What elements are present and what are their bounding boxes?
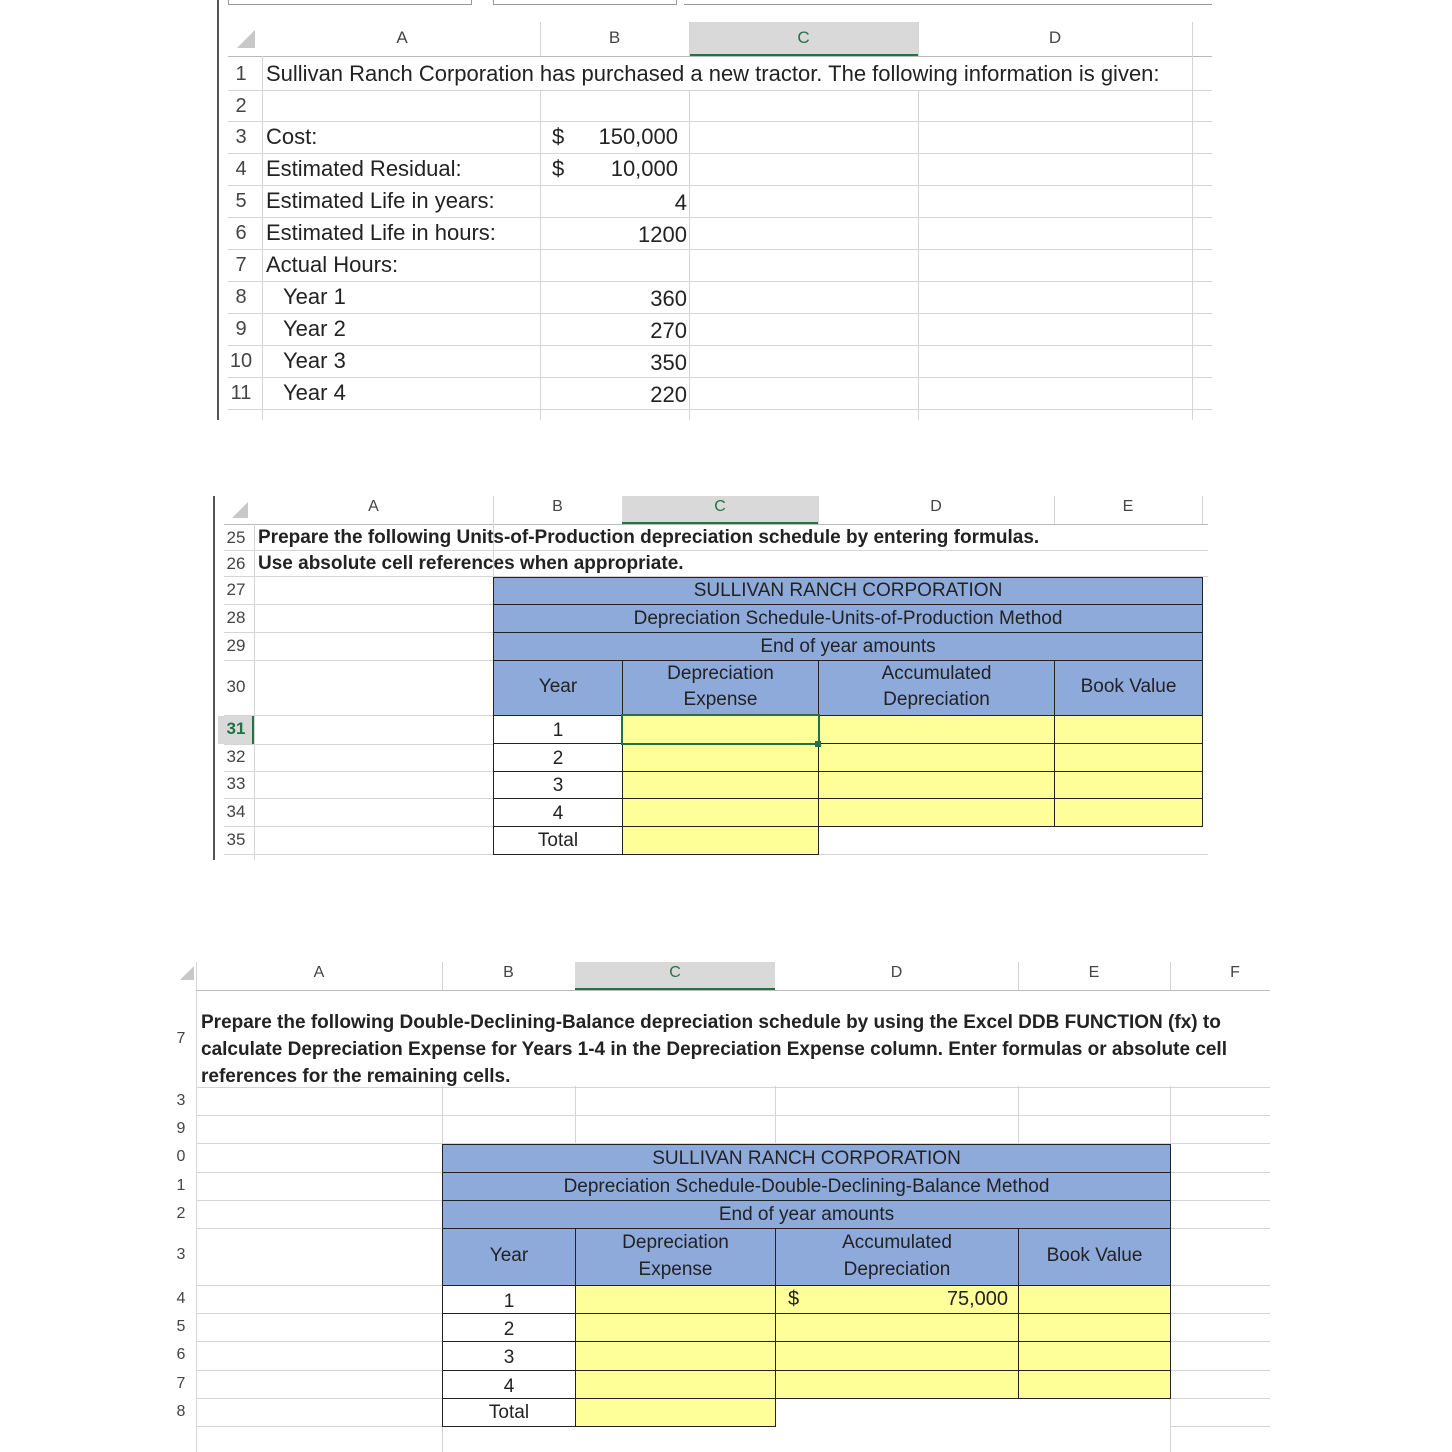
select-all-corner[interactable] xyxy=(180,966,194,980)
top-remnant-box xyxy=(684,0,1212,5)
year-cell[interactable]: 3 xyxy=(493,771,623,799)
cost-value[interactable]: 150,000 xyxy=(598,124,678,149)
row-number[interactable]: 29 xyxy=(226,636,246,655)
col-header-accum-dep[interactable]: Accumulated Depreciation xyxy=(775,1228,1019,1286)
instruction-paragraph[interactable]: Prepare the following Double-Declining-Balance depreciation schedule by using the Excel DDB FUNCTION (fx) to calculate Depreciation Expense for Years 1-4 in the Depreciation Expense column. Enter formulas or absolute cell references for the remaining cells. xyxy=(201,1012,1227,1087)
table-title-header[interactable]: Depreciation Schedule-Double-Declining-Balance Method xyxy=(442,1172,1171,1201)
row-number[interactable]: 27 xyxy=(226,580,246,599)
row-number[interactable]: 6 xyxy=(176,1346,186,1363)
book-value-cell[interactable] xyxy=(1054,771,1203,799)
row-number[interactable]: 3 xyxy=(176,1092,186,1109)
row-number[interactable]: 9 xyxy=(176,1120,186,1137)
life-hours-label[interactable]: Estimated Life in hours: xyxy=(266,220,496,245)
book-value-cell[interactable] xyxy=(1018,1285,1171,1314)
instruction-line[interactable]: Use absolute cell references when appropriate. xyxy=(258,553,684,574)
row-number[interactable]: 4 xyxy=(235,158,247,180)
year-hours[interactable]: 350 xyxy=(650,350,687,375)
column-header-a[interactable]: A xyxy=(396,28,408,47)
col-header-year[interactable]: Year xyxy=(442,1228,576,1286)
row-number[interactable]: 7 xyxy=(176,1030,186,1047)
year-cell[interactable]: 2 xyxy=(493,743,623,772)
dep-expense-total-cell[interactable] xyxy=(622,826,819,855)
row-number[interactable]: 3 xyxy=(235,126,247,148)
col-header-dep-expense[interactable]: Depreciation Expense xyxy=(622,660,819,716)
top-remnant-box xyxy=(493,0,677,5)
dep-expense-cell[interactable] xyxy=(622,798,819,827)
row-number[interactable]: 31 xyxy=(226,719,246,738)
year-cell[interactable]: 1 xyxy=(493,715,623,744)
column-header-b[interactable]: B xyxy=(503,964,514,981)
select-all-corner[interactable] xyxy=(237,30,255,48)
row-number[interactable]: 9 xyxy=(235,318,247,340)
year-cell[interactable]: 2 xyxy=(442,1313,576,1342)
life-years-label[interactable]: Estimated Life in years: xyxy=(266,188,495,213)
life-years-value[interactable]: 4 xyxy=(674,190,687,215)
year-cell[interactable]: 4 xyxy=(442,1370,576,1399)
cost-currency: $ xyxy=(552,124,565,149)
row-number[interactable]: 4 xyxy=(176,1290,186,1307)
book-value-cell[interactable] xyxy=(1018,1313,1171,1342)
col-header-dep-expense[interactable]: Depreciation Expense xyxy=(575,1228,776,1286)
col-header-book-value[interactable]: Book Value xyxy=(1018,1228,1171,1286)
row-number[interactable]: 6 xyxy=(235,222,247,244)
year-label[interactable]: Year 4 xyxy=(283,380,346,405)
row-number[interactable]: 7 xyxy=(235,254,247,276)
accum-dep-value[interactable]: 75,000 xyxy=(946,1288,1008,1310)
column-header-a[interactable]: A xyxy=(313,964,325,981)
sheet-left-border xyxy=(213,496,215,860)
col-header-year[interactable]: Year xyxy=(493,660,623,716)
row-number[interactable]: 1 xyxy=(235,63,247,85)
year-hours[interactable]: 220 xyxy=(650,382,687,407)
instruction-line[interactable]: Prepare the following Units-of-Production depreciation schedule by entering formulas. xyxy=(258,527,1040,548)
row-number[interactable]: 5 xyxy=(235,190,247,212)
row-number[interactable]: 3 xyxy=(176,1246,186,1263)
top-remnant-box xyxy=(228,0,472,5)
table-company-header[interactable]: SULLIVAN RANCH CORPORATION xyxy=(493,577,1203,605)
column-header-b[interactable]: B xyxy=(552,498,563,515)
table-title-header[interactable]: Depreciation Schedule-Units-of-Production Method xyxy=(493,604,1203,633)
column-header-e[interactable]: E xyxy=(1088,964,1100,981)
dep-expense-cell[interactable] xyxy=(575,1285,776,1314)
active-cell-selection[interactable] xyxy=(621,714,820,745)
fill-handle[interactable] xyxy=(815,741,821,747)
row-number[interactable]: 2 xyxy=(235,95,247,117)
year-cell[interactable]: 3 xyxy=(442,1341,576,1371)
row-number[interactable]: 34 xyxy=(226,802,246,821)
row-number[interactable]: 8 xyxy=(176,1403,186,1420)
row-number[interactable]: 0 xyxy=(176,1148,186,1165)
accum-dep-cell[interactable] xyxy=(818,798,1055,827)
book-value-cell[interactable] xyxy=(1054,798,1203,827)
residual-label[interactable]: Estimated Residual: xyxy=(266,156,462,181)
sheet-left-border xyxy=(217,0,219,420)
column-header-d[interactable]: D xyxy=(890,964,903,981)
year-label[interactable]: Year 2 xyxy=(283,316,346,341)
accum-dep-cell[interactable] xyxy=(818,715,1055,744)
book-value-cell[interactable] xyxy=(1054,715,1203,744)
accum-dep-currency: $ xyxy=(788,1288,800,1310)
year-hours[interactable]: 360 xyxy=(650,286,687,311)
accum-dep-cell[interactable] xyxy=(818,743,1055,772)
dep-expense-cell[interactable] xyxy=(575,1313,776,1342)
year-cell-total[interactable]: Total xyxy=(493,826,623,855)
sheet-title[interactable]: Sullivan Ranch Corporation has purchased a new tractor. The following information is given: xyxy=(266,61,1160,86)
year-label[interactable]: Year 3 xyxy=(283,348,346,373)
table-subtitle-header[interactable]: End of year amounts xyxy=(442,1200,1171,1229)
dep-expense-cell[interactable] xyxy=(622,771,819,799)
accum-dep-cell[interactable] xyxy=(775,1341,1019,1371)
row-number[interactable]: 28 xyxy=(226,608,246,627)
row-number[interactable]: 2 xyxy=(176,1205,186,1222)
book-value-cell[interactable] xyxy=(1018,1370,1171,1399)
actual-hours-label[interactable]: Actual Hours: xyxy=(266,252,399,277)
residual-currency: $ xyxy=(552,156,565,181)
accum-dep-cell[interactable] xyxy=(775,1313,1019,1342)
column-header-f[interactable]: F xyxy=(1230,964,1240,981)
cost-label[interactable]: Cost: xyxy=(266,124,318,149)
column-header-b[interactable]: B xyxy=(608,28,621,47)
dep-expense-cell[interactable] xyxy=(575,1370,776,1399)
accum-dep-cell[interactable] xyxy=(775,1370,1019,1399)
year-hours[interactable]: 270 xyxy=(650,318,687,343)
year-cell[interactable]: 1 xyxy=(442,1285,576,1314)
dep-expense-cell[interactable] xyxy=(575,1341,776,1371)
select-all-corner[interactable] xyxy=(232,502,248,518)
dep-expense-total-cell[interactable] xyxy=(575,1398,776,1427)
residual-value[interactable]: 10,000 xyxy=(610,156,678,181)
column-header-c[interactable]: C xyxy=(669,964,681,981)
life-hours-value[interactable]: 1200 xyxy=(638,222,687,247)
column-header-a[interactable]: A xyxy=(368,498,379,515)
row-number[interactable]: 32 xyxy=(226,747,246,766)
row-number[interactable]: 7 xyxy=(176,1375,186,1392)
row-number[interactable]: 11 xyxy=(230,382,252,404)
column-header-d[interactable]: D xyxy=(1048,28,1062,47)
year-label[interactable]: Year 1 xyxy=(283,284,346,309)
column-header-c[interactable]: C xyxy=(797,28,810,47)
book-value-cell[interactable] xyxy=(1018,1341,1171,1371)
dep-expense-cell[interactable] xyxy=(622,743,819,772)
column-header-e[interactable]: E xyxy=(1122,498,1134,515)
column-header-d[interactable]: D xyxy=(930,498,942,515)
row-number[interactable]: 25 xyxy=(226,528,246,547)
row-number[interactable]: 30 xyxy=(226,677,246,696)
year-cell-total[interactable]: Total xyxy=(442,1398,576,1427)
row-number[interactable]: 35 xyxy=(226,830,246,849)
table-subtitle-header[interactable]: End of year amounts xyxy=(493,632,1203,661)
row-number[interactable]: 5 xyxy=(176,1318,186,1335)
row-number[interactable]: 10 xyxy=(229,350,253,372)
row-number[interactable]: 33 xyxy=(226,774,246,793)
row-number[interactable]: 8 xyxy=(235,286,247,308)
column-header-c[interactable]: C xyxy=(714,498,726,515)
table-company-header[interactable]: SULLIVAN RANCH CORPORATION xyxy=(442,1144,1171,1173)
col-header-accum-dep[interactable]: Accumulated Depreciation xyxy=(818,660,1055,716)
row-number[interactable]: 26 xyxy=(226,554,246,573)
book-value-cell[interactable] xyxy=(1054,743,1203,772)
accum-dep-cell[interactable] xyxy=(775,1285,1019,1314)
col-header-book-value[interactable]: Book Value xyxy=(1054,660,1203,716)
year-cell[interactable]: 4 xyxy=(493,798,623,827)
row-number[interactable]: 1 xyxy=(176,1177,186,1194)
accum-dep-cell[interactable] xyxy=(818,771,1055,799)
